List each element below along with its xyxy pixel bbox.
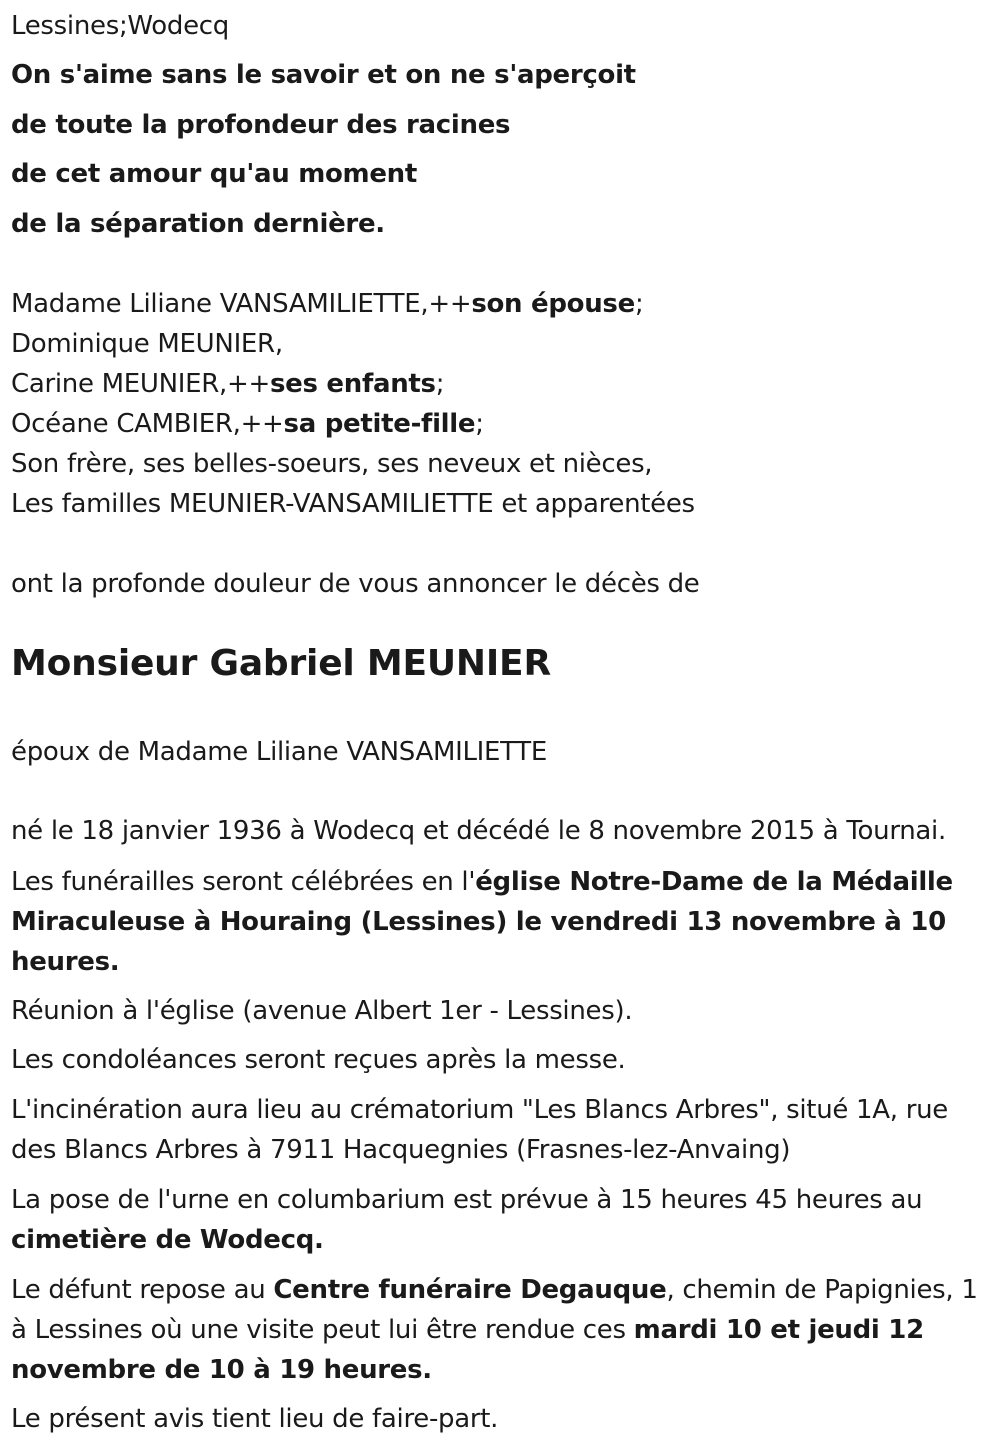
- notice-line: Le présent avis tient lieu de faire-part.: [11, 1404, 499, 1434]
- rest-prefix: Le défunt repose au: [11, 1275, 274, 1305]
- condolences-line: Les condoléances seront reçues après la messe.: [11, 1045, 626, 1075]
- announcement-text: ont la profonde douleur de vous annoncer le décès de: [11, 569, 700, 599]
- urn-paragraph: [11, 1180, 986, 1260]
- funeral-prefix: Les funérailles seront célébrées en l': [11, 867, 476, 897]
- family-spouse-relation: son épouse: [471, 289, 635, 319]
- poem-line-4: de la séparation dernière.: [11, 209, 385, 239]
- family-child-2-name: Carine MEUNIER,++: [11, 369, 270, 399]
- family-grandchild: [11, 408, 484, 440]
- spouse-line: époux de Madame Liliane VANSAMILIETTE: [11, 737, 547, 767]
- poem-line-2: de toute la profondeur des racines: [11, 110, 511, 140]
- funeral-paragraph: [11, 862, 986, 982]
- rest-middle: , chemin de Papignies, 1 à Lessines où une visite peut lui être rendue ces: [11, 1275, 978, 1345]
- rest-paragraph: [11, 1270, 986, 1390]
- deceased-name: Monsieur Gabriel MEUNIER: [11, 643, 551, 684]
- family-grandchild-relation: sa petite-fille: [283, 409, 476, 439]
- family-children-relation: ses enfants: [269, 369, 436, 399]
- location-header: Lessines;Wodecq: [11, 11, 230, 41]
- family-child-2: [11, 368, 444, 400]
- family-grandchild-punct: ;: [475, 409, 484, 439]
- birth-death-line: né le 18 janvier 1936 à Wodecq et décédé le 8 novembre 2015 à Tournai.: [11, 816, 946, 846]
- family-grandchild-name: Océane CAMBIER,++: [11, 409, 284, 439]
- funeral-details: église Notre-Dame de la Médaille Miraculeuse à Houraing (Lessines) le vendredi 13 novembre à 10 heures.: [11, 867, 953, 977]
- family-relatives: Les familles MEUNIER-VANSAMILIETTE et apparentées: [11, 489, 695, 519]
- family-spouse: [11, 288, 643, 320]
- urn-prefix: La pose de l'urne en columbarium est prévue à 15 heures 45 heures au: [11, 1185, 923, 1215]
- cremation-paragraph: L'incinération aura lieu au crématorium "Les Blancs Arbres", situé 1A, rue des Blancs Arbres à 7911 Hacquegnies (Frasnes-lez-Anvaing): [11, 1095, 948, 1165]
- family-spouse-punct: ;: [634, 289, 644, 319]
- meeting-line: Réunion à l'église (avenue Albert 1er - Lessines).: [11, 996, 633, 1026]
- family-siblings: Son frère, ses belles-soeurs, ses neveux et nièces,: [11, 449, 653, 479]
- urn-location: cimetière de Wodecq.: [11, 1225, 324, 1255]
- poem-line-3: de cet amour qu'au moment: [11, 159, 418, 189]
- visiting-hours: mardi 10 et jeudi 12 novembre de 10 à 19 heures.: [11, 1315, 924, 1385]
- family-child-1: Dominique MEUNIER,: [11, 329, 283, 359]
- family-spouse-name: Madame Liliane VANSAMILIETTE,++: [11, 289, 472, 319]
- poem-line-1: On s'aime sans le savoir et on ne s'aperçoit: [11, 60, 636, 90]
- family-children-punct: ;: [435, 369, 445, 399]
- funeral-home-name: Centre funéraire Degauque: [273, 1275, 667, 1305]
